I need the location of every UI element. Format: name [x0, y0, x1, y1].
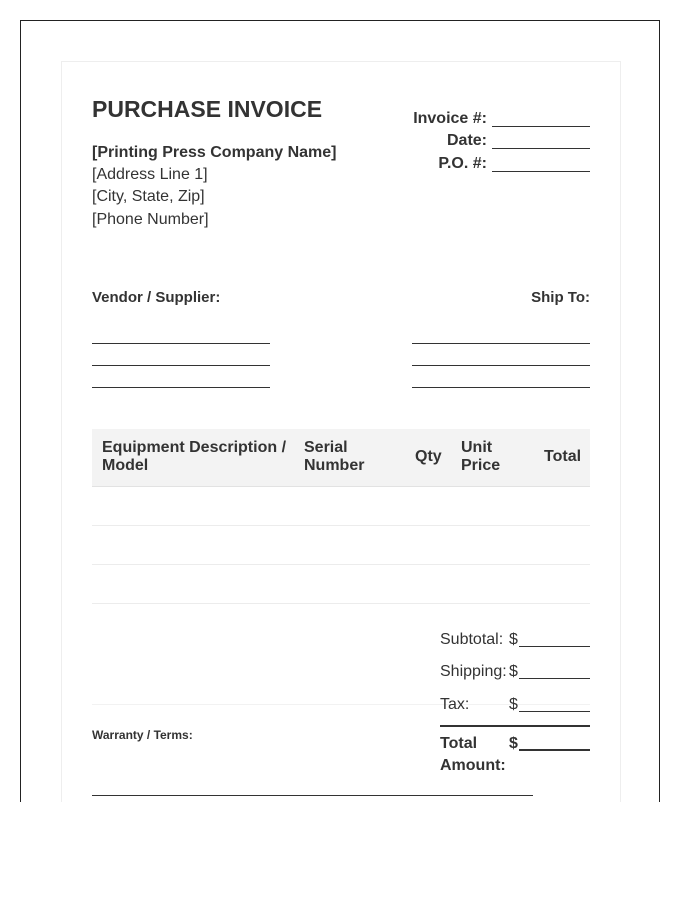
total-amount-label: Total Amount: — [440, 735, 506, 774]
summary-divider — [440, 725, 590, 727]
subtotal-label: Subtotal: — [440, 631, 504, 648]
column-header-serial: Serial Number — [304, 439, 365, 474]
ship-to-line[interactable] — [412, 387, 590, 388]
table-row[interactable] — [92, 525, 590, 526]
column-header-description: Equipment Description / Model — [102, 439, 287, 474]
date-line[interactable] — [492, 148, 590, 149]
invoice-number-label: Invoice #: — [413, 110, 487, 127]
company-name: [Printing Press Company Name] — [92, 144, 337, 161]
column-header-total: Total — [544, 448, 582, 465]
subtotal-line[interactable] — [519, 646, 590, 647]
vendor-line[interactable] — [92, 365, 270, 366]
company-city-state-zip: [City, State, Zip] — [92, 188, 205, 205]
date-label: Date: — [446, 132, 487, 149]
tax-line[interactable] — [519, 711, 590, 712]
items-table-header — [92, 429, 590, 487]
vendor-label: Vendor / Supplier: — [92, 289, 221, 306]
ship-to-label: Ship To: — [531, 289, 590, 306]
po-number-label: P.O. #: — [438, 155, 487, 172]
tax-label: Tax: — [440, 696, 470, 713]
vendor-line[interactable] — [92, 343, 270, 344]
table-row[interactable] — [92, 603, 590, 604]
column-header-qty: Qty — [415, 448, 442, 465]
company-phone: [Phone Number] — [92, 211, 209, 228]
tax-currency: $ — [509, 696, 518, 713]
warranty-label: Warranty / Terms: — [92, 728, 193, 742]
total-amount-line[interactable] — [519, 749, 590, 751]
total-currency: $ — [509, 735, 518, 752]
date-field[interactable] — [400, 132, 590, 152]
invoice-number-field[interactable] — [400, 110, 590, 130]
vendor-line[interactable] — [92, 387, 270, 388]
invoice-title: PURCHASE INVOICE — [92, 96, 323, 122]
invoice-number-line[interactable] — [492, 126, 590, 127]
company-address-line-1: [Address Line 1] — [92, 166, 208, 183]
ship-to-line[interactable] — [412, 343, 590, 344]
shipping-line[interactable] — [519, 678, 590, 679]
warranty-line[interactable] — [92, 795, 533, 796]
po-number-line[interactable] — [492, 171, 590, 172]
shipping-label: Shipping: — [440, 663, 507, 680]
subtotal-currency: $ — [509, 631, 518, 648]
ship-to-line[interactable] — [412, 365, 590, 366]
po-number-field[interactable] — [400, 155, 590, 175]
column-header-unit-price: Unit Price — [461, 439, 501, 474]
table-row[interactable] — [92, 564, 590, 565]
shipping-currency: $ — [509, 663, 518, 680]
